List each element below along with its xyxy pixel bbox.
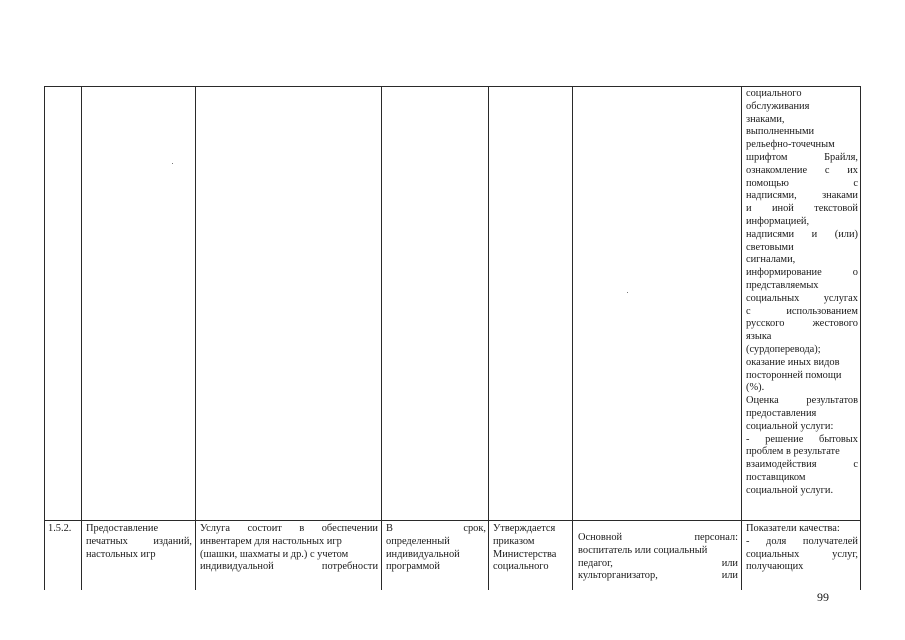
text-line: приказом [493, 535, 535, 547]
text-line: рельефно-точечным [746, 139, 835, 151]
text-line: - доля получателей [746, 535, 858, 547]
text-line: надписями, знаками [746, 190, 858, 202]
text-line: взаимодействия с [746, 459, 858, 471]
text-line: социального [493, 561, 549, 573]
text-line: получающих [746, 561, 804, 573]
text-line: языка [746, 331, 772, 343]
text-line: предоставления [746, 407, 817, 419]
text-line: Утверждается [493, 523, 556, 534]
quality-indicators-cell [746, 523, 858, 574]
text-line: инвентарем для настольных игр [200, 535, 342, 547]
text-line: Услуга состоит в обеспечении [200, 523, 378, 534]
text-line: социальной услуги. [746, 484, 834, 496]
text-line: социальных услугах [746, 292, 858, 304]
text-line: Показатели качества: [746, 523, 840, 534]
column-border [860, 86, 861, 590]
text-line: световыми [746, 241, 794, 253]
text-line: настольных игр [86, 548, 156, 560]
text-line: педагог, или [578, 557, 738, 569]
text-line: - решение бытовых [746, 433, 858, 445]
row-separator [44, 520, 861, 521]
text-line: проблем в результате [746, 446, 840, 458]
scan-speck [172, 163, 173, 164]
text-line: Оценка результатов [746, 395, 858, 407]
approval-cell [493, 523, 571, 574]
text-line: В срок, [386, 523, 486, 534]
row-number-cell [48, 523, 80, 536]
service-description-cell [200, 523, 378, 574]
column-border [381, 86, 382, 590]
text-line: надписями и (или) [746, 228, 858, 240]
row-number: 1.5.2. [48, 523, 72, 534]
text-line: представляемых [746, 279, 819, 291]
text-line: обслуживания [746, 100, 810, 112]
text-line: печатных изданий, [86, 535, 192, 547]
column-border [44, 86, 45, 590]
text-line: (шашки, шахматы и др.) с учетом [200, 548, 349, 560]
text-line: культорганизатор, или [578, 570, 738, 582]
table-top-border [44, 86, 861, 87]
text-line: социальной услуги: [746, 420, 834, 432]
text-line: определенный [386, 535, 450, 547]
text-line: посторонней помощи [746, 369, 842, 381]
text-line: ознакомление с их [746, 164, 858, 176]
text-line: Предоставление [86, 523, 159, 534]
text-line: информацией, [746, 215, 810, 227]
column-border [195, 86, 196, 590]
text-line: с использованием [746, 305, 858, 317]
page-number: 99 [817, 590, 829, 604]
text-line: шрифтом Брайля, [746, 151, 858, 163]
personnel-cell [578, 532, 738, 583]
text-line: социального [746, 88, 802, 99]
text-line: оказание иных видов [746, 356, 840, 368]
text-line: поставщиком [746, 471, 806, 483]
text-line: выполненными [746, 126, 815, 138]
text-line: сигналами, [746, 254, 796, 266]
service-term-cell [386, 523, 486, 574]
text-line: (%). [746, 382, 765, 394]
column-border [488, 86, 489, 590]
text-line: русского жестового [746, 318, 858, 330]
text-line: воспитатель или социальный [578, 544, 708, 556]
text-line: Министерства [493, 548, 557, 560]
text-line: социальных услуг, [746, 548, 858, 560]
text-line: программой [386, 561, 440, 573]
text-line: индивидуальной потребности [200, 561, 378, 573]
column-border [572, 86, 573, 590]
text-line: знаками, [746, 113, 785, 125]
text-line: информирование о [746, 267, 858, 279]
text-line: и иной текстовой [746, 203, 858, 215]
text-line: (сурдоперевода); [746, 343, 821, 355]
text-line: помощью с [746, 177, 858, 189]
column-border [741, 86, 742, 590]
text-line: индивидуальной [386, 548, 460, 560]
scan-speck [627, 292, 628, 293]
text-line: Основной персонал: [578, 532, 738, 543]
services-table [44, 86, 861, 590]
service-name-cell [86, 523, 192, 561]
quality-continuation-cell [746, 88, 858, 498]
column-border [81, 86, 82, 590]
